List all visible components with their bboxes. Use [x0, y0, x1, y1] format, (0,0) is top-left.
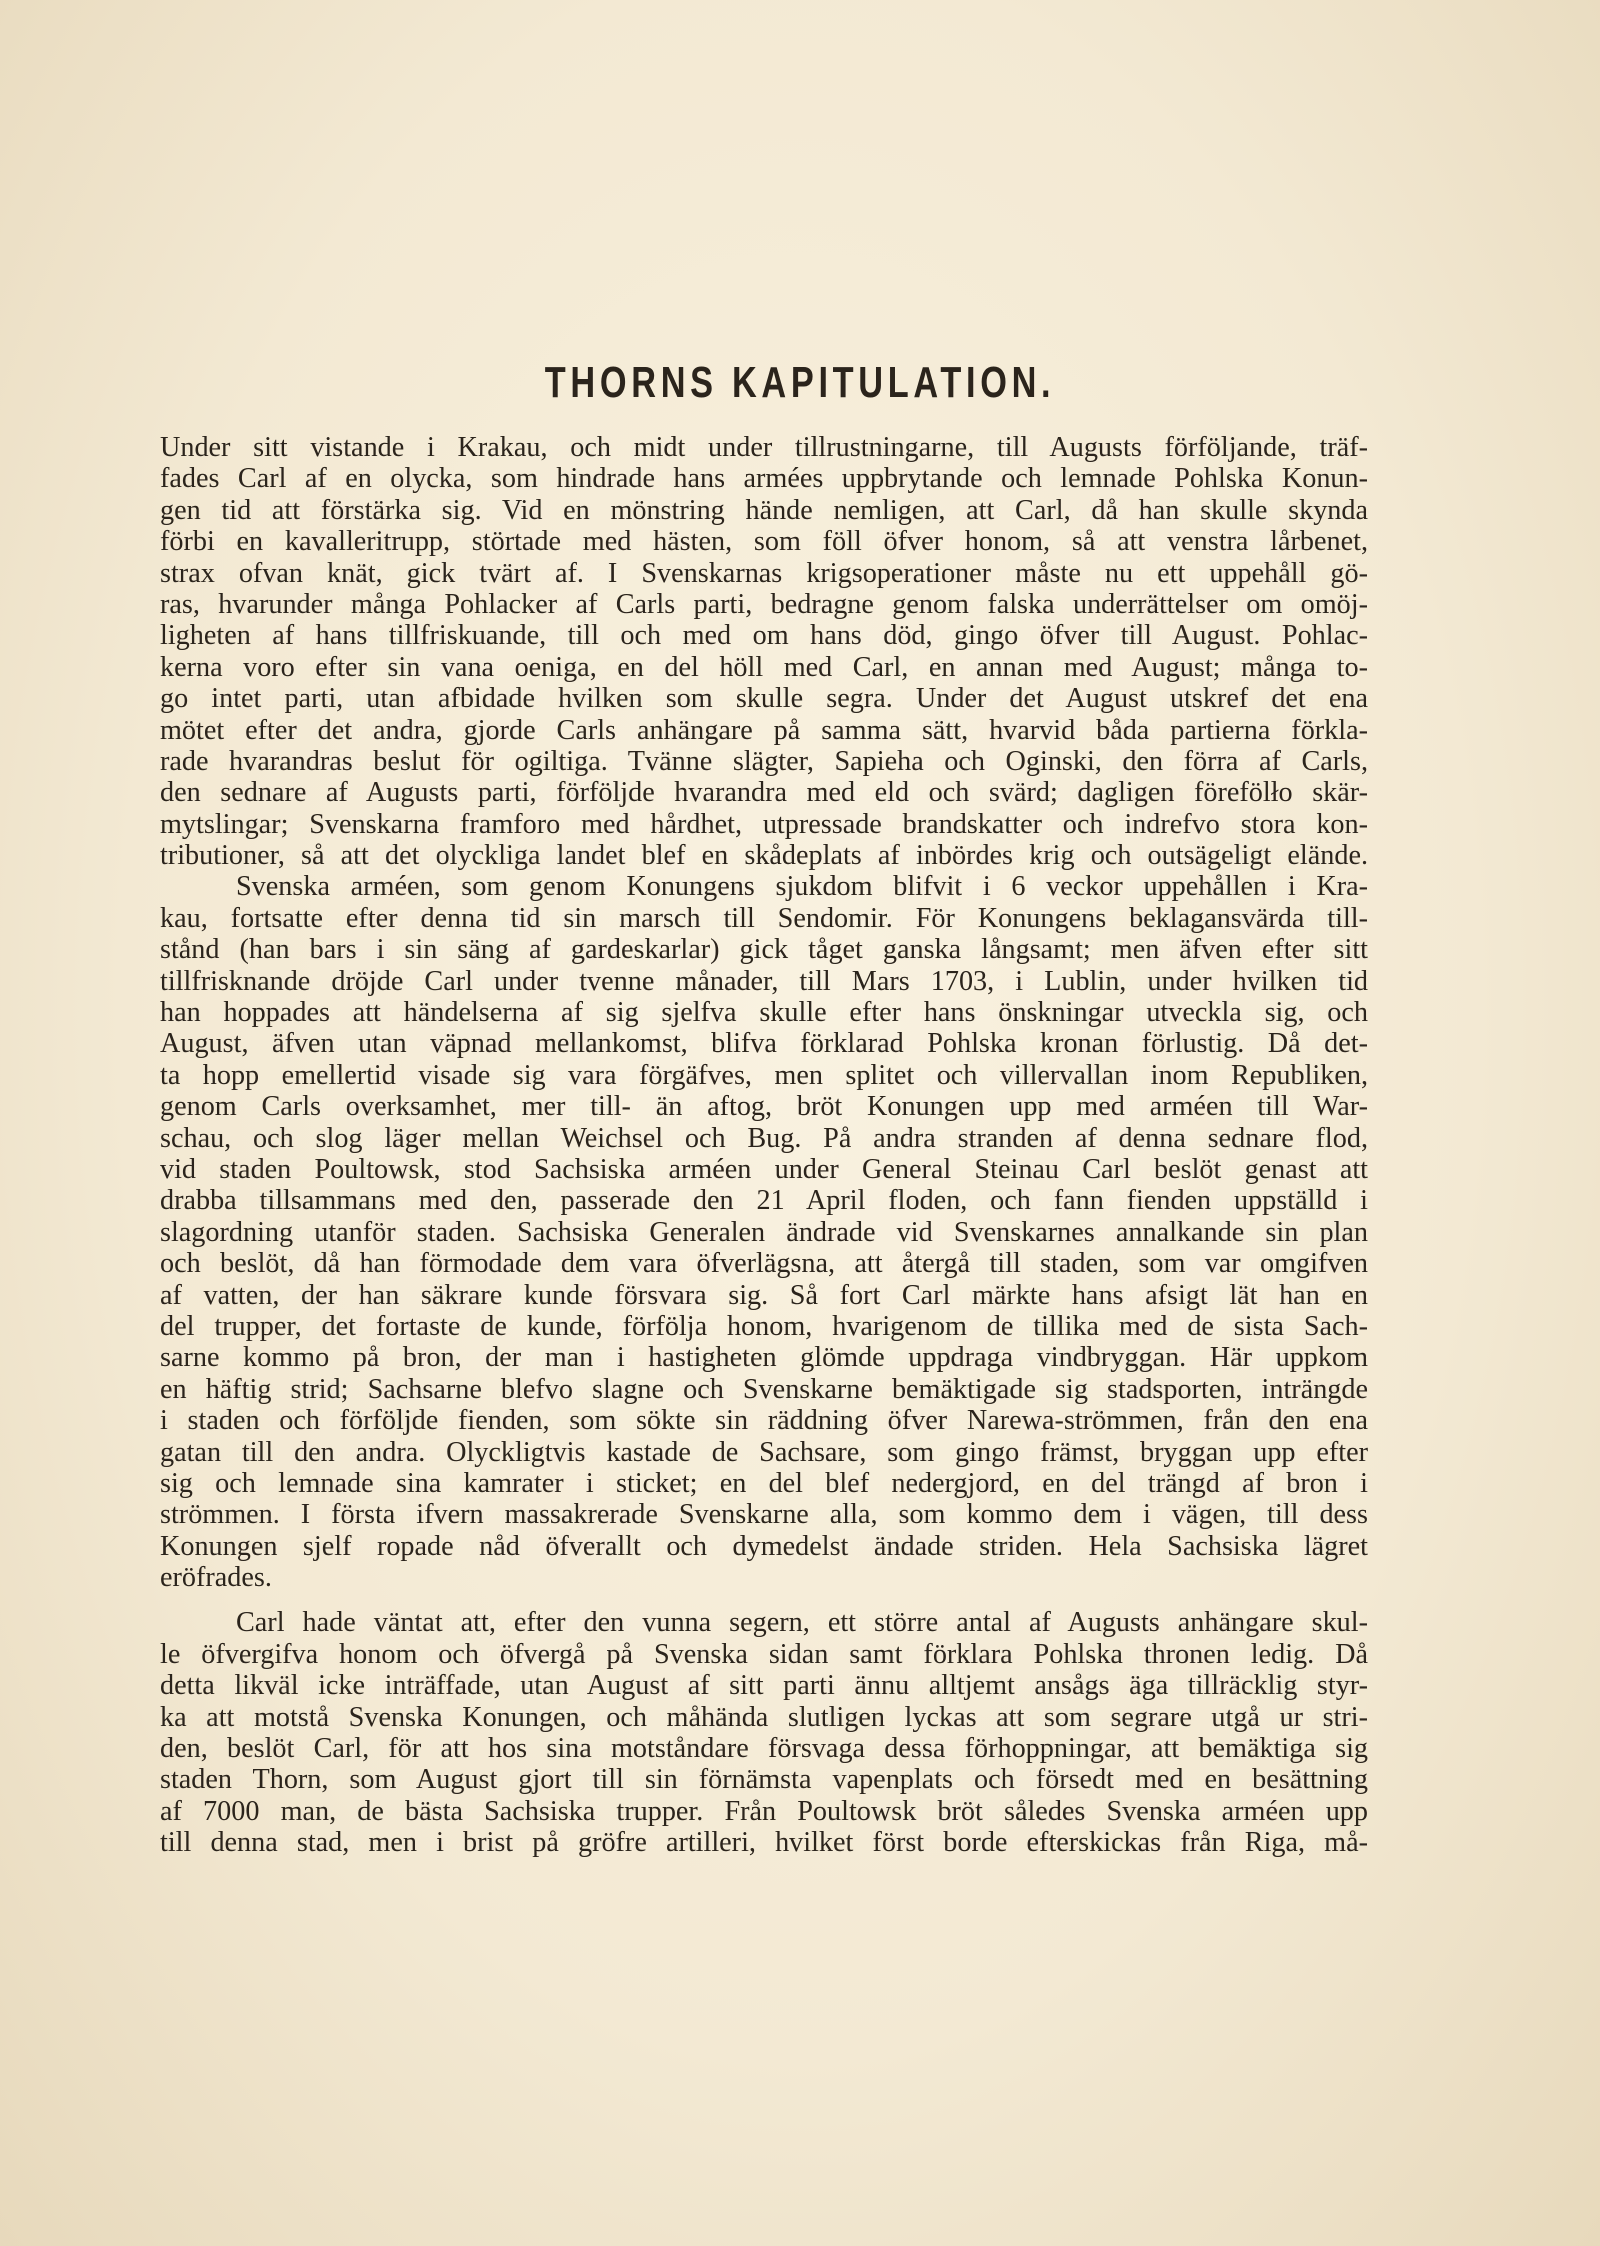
text-line: eröfrades.: [160, 1562, 272, 1594]
paragraph-2: [160, 1607, 1368, 1858]
paragraph-1: [160, 432, 1368, 1593]
text-line: drabba tillsammans med den, passerade den 21 April floden, och fann fienden uppställd i: [160, 1185, 1368, 1217]
text-line: genom Carls overksamhet, mer till- än aftog, bröt Konungen upp med arméen till War-: [160, 1091, 1368, 1123]
text-line: af vatten, der han säkrare kunde försvara sig. Så fort Carl märkte hans afsigt lät han en: [160, 1279, 1368, 1311]
page-title: THORNS KAPITULATION.: [544, 358, 1056, 407]
text-line: August, äfven utan väpnad mellankomst, blifva förklarad Pohlska kronan förlustig. Då det-: [160, 1028, 1368, 1060]
text-line: han hoppades att händelserna af sig sjelfva skulle efter hans önskningar utveckla sig, och: [160, 997, 1368, 1029]
text-line: rade hvarandras beslut för ogiltiga. Tvänne slägter, Sapieha och Oginski, den förra af Carls,: [160, 745, 1368, 777]
text-line: slagordning utanför staden. Sachsiska Generalen ändrade vid Svenskarnes annalkande sin plan: [160, 1216, 1368, 1248]
text-line: en häftig strid; Sachsarne blefvo slagne och Svenskarne bemäktigade sig stadsporten, inträngde: [160, 1373, 1368, 1405]
text-line: Konungen sjelf ropade nåd öfverallt och dymedelst ändade striden. Hela Sachsiska lägret: [160, 1530, 1368, 1562]
text-line: gen tid att förstärka sig. Vid en mönstring hände nemligen, att Carl, då han skulle skynda: [160, 494, 1368, 526]
text-line: den, beslöt Carl, för att hos sina motståndare försvaga dessa förhoppningar, att bemäktiga sig: [160, 1733, 1368, 1765]
text-line: af 7000 man, de bästa Sachsiska trupper. Från Poultowsk bröt således Svenska arméen upp: [160, 1795, 1368, 1827]
text-line: kerna voro efter sin vana oeniga, en del höll med Carl, en annan med August; många to-: [160, 651, 1368, 683]
text-line: mötet efter det andra, gjorde Carls anhängare på samma sätt, hvarvid båda partierna förkla-: [160, 714, 1368, 746]
text-line: strömmen. I första ifvern massakrerade Svenskarne alla, som kommo dem i vägen, till dess: [160, 1499, 1368, 1531]
text-line: sarne kommo på bron, der man i hastigheten glömde uppdraga vindbryggan. Här uppkom: [160, 1342, 1368, 1374]
text-line: tillfrisknande dröjde Carl under tvenne månader, till Mars 1703, i Lublin, under hvilken tid: [160, 965, 1368, 997]
text-line: i staden och förföljde fienden, som sökte sin räddning öfver Narewa-strömmen, från den ena: [160, 1405, 1368, 1437]
text-line: strax ofvan knät, gick tvärt af. I Svenskarnas krigsoperationer måste nu ett uppehåll gö-: [160, 557, 1368, 589]
text-line: schau, och slog läger mellan Weichsel och Bug. På andra stranden af denna sednare flod,: [160, 1122, 1368, 1154]
text-line: stånd (han bars i sin säng af gardeskarlar) gick tåget ganska långsamt; men äfven efter sitt: [160, 934, 1368, 966]
text-line: ligheten af hans tillfriskuande, till och med om hans död, gingo öfver till August. Pohlac-: [160, 620, 1368, 652]
text-line: till denna stad, men i brist på gröfre artilleri, hvilket först borde efterskickas från Riga, må-: [160, 1827, 1368, 1859]
text-line: Under sitt vistande i Krakau, och midt under tillrustningarne, till Augusts förföljande, träf-: [160, 432, 1368, 463]
text-line: Carl hade väntat att, efter den vunna segern, ett större antal af Augusts anhängare skul-: [236, 1607, 1368, 1639]
text-line: och beslöt, då han förmodade dem vara öfverlägsna, att återgå till staden, som var omgifven: [160, 1248, 1368, 1280]
text-line: go intet parti, utan afbidade hvilken som skulle segra. Under det August utskref det ena: [160, 683, 1368, 715]
body-text: [160, 432, 1368, 1859]
text-line: Svenska arméen, som genom Konungens sjukdom blifvit i 6 veckor uppehållen i Kra-: [236, 871, 1368, 903]
text-line: kau, fortsatte efter denna tid sin marsch till Sendomir. För Konungens beklagansvärda till-: [160, 902, 1368, 934]
text-line: ta hopp emellertid visade sig vara förgäfves, men splitet och villervallan inom Republiken,: [160, 1059, 1368, 1091]
text-line: staden Thorn, som August gjort till sin förnämsta vapenplats och försedt med en besättning: [160, 1764, 1368, 1796]
text-line: vid staden Poultowsk, stod Sachsiska arméen under General Steinau Carl beslöt genast att: [160, 1153, 1368, 1185]
text-line: detta likväl icke inträffade, utan August af sitt parti ännu alltjemt ansågs äga tillräcklig styr-: [160, 1670, 1368, 1702]
text-line: tributioner, så att det olyckliga landet blef en skådeplats af inbördes krig och outsägeligt elände.: [160, 840, 1368, 872]
paragraph-gap: [160, 1593, 1368, 1607]
text-line: ras, hvarunder många Pohlacker af Carls parti, bedragne genom falska underrättelser om omöj-: [160, 588, 1368, 620]
text-line: mytslingar; Svenskarna framforo med hårdhet, utpressade brandskatter och indrefvo stora kon-: [160, 808, 1368, 840]
text-line: den sednare af Augusts parti, förföljde hvarandra med eld och svärd; dagligen förefölło skär-: [160, 777, 1368, 809]
text-line: le öfvergifva honom och öfvergå på Svenska sidan samt förklara Pohlska thronen ledig. Då: [160, 1638, 1368, 1670]
text-line: gatan till den andra. Olyckligtvis kastade de Sachsare, som gingo främst, bryggan upp efter: [160, 1436, 1368, 1468]
text-line: del trupper, det fortaste de kunde, förfölja honom, hvarigenom de tillika med de sista Sach-: [160, 1310, 1368, 1342]
text-line: förbi en kavalleritrupp, störtade med hästen, som föll öfver honom, så att venstra lårbenet,: [160, 526, 1368, 558]
text-line: fades Carl af en olycka, som hindrade hans armées uppbrytande och lemnade Pohlska Konun-: [160, 463, 1368, 495]
text-line: ka att motstå Svenska Konungen, och måhända slutligen lyckas att som segrare utgå ur stri-: [160, 1701, 1368, 1733]
text-line: sig och lemnade sina kamrater i sticket; en del blef nedergjord, en del trängd af bron i: [160, 1467, 1368, 1499]
